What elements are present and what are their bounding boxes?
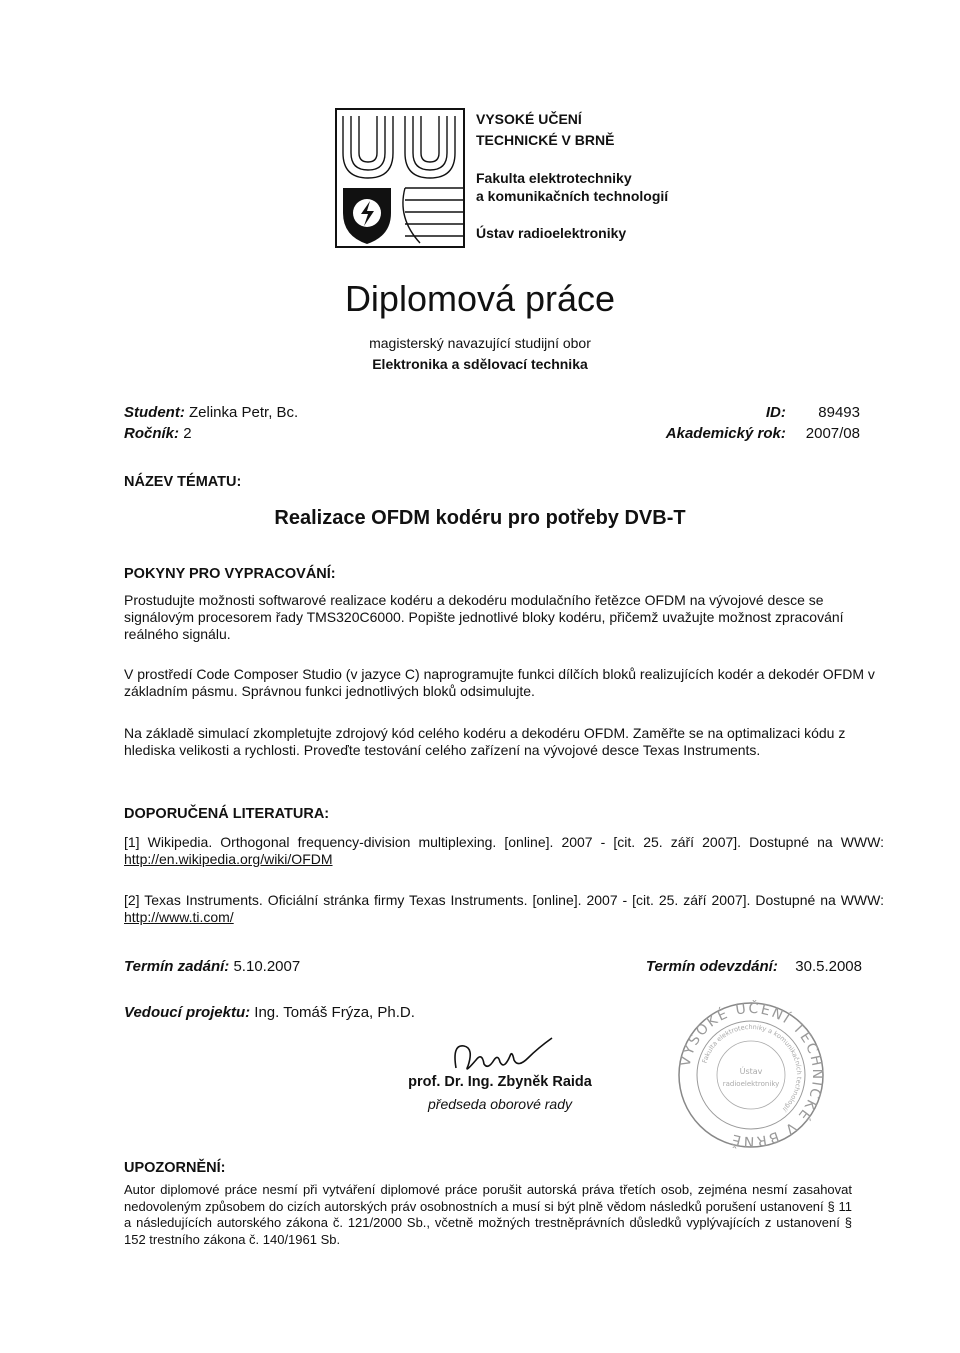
- document-title: Diplomová práce: [344, 278, 616, 319]
- instructions-label: POKYNY PRO VYPRACOVÁNÍ:: [124, 566, 336, 582]
- program-type: magisterský navazující studijní obor: [369, 335, 591, 351]
- stamp-center-line2: radioelektroniky: [722, 1080, 780, 1088]
- instructions-text-3: Na základě simulací zkompletujte zdrojový kód celého kodéru a dekodéru OFDM. Zaměřte se na optimalizaci kódu z hlediska velikosti a rychlosti. Proveďte testování celého zařízení na vývojové desce Texas Instruments.: [124, 725, 846, 758]
- literature-item-1: [124, 834, 884, 868]
- signatory-name: prof. Dr. Ing. Zbyněk Raida: [408, 1074, 592, 1090]
- official-stamp: [676, 1000, 826, 1150]
- study-field: Elektronika a sdělovací technika: [372, 356, 588, 372]
- instructions-paragraph-1: [124, 592, 884, 643]
- instructions-text-2: V prostředí Code Composer Studio (v jazyce C) naprogramujte funkci dílčích bloků realizujících kodér a dekodér OFDM v základním pásmu. Správnou funkci jednotlivých bloků odsimulujte.: [124, 666, 875, 699]
- handwritten-signature: [448, 1030, 558, 1078]
- instructions-paragraph-2: [124, 666, 884, 700]
- faculty-line2: a komunikačních technologií: [476, 188, 669, 204]
- submission-date-value: 30.5.2008: [795, 958, 862, 975]
- signature-block: [380, 1030, 620, 1130]
- topic-label: NÁZEV TÉMATU:: [124, 474, 242, 490]
- warning-label: UPOZORNĚNÍ:: [124, 1160, 226, 1176]
- topic-title: Realizace OFDM kodéru pro potřeby DVB-T: [274, 507, 686, 529]
- warning-text: Autor diplomové práce nesmí při vytváření diplomové práce porušit autorská práva třetích osob, zejména nesmí zasahovat nedovoleným způsobem do cizích autorských práv osobnostních a musí si být plně vědom následků porušení ustanovení § 11 a následujících autorského zákona č. 121/2000 Sb., včetně možných trestněprávních důsledků vyplývajících z ustanovení § 152 trestního zákona č. 140/1961 Sb.: [124, 1182, 852, 1247]
- submission-date-label: Termín odevzdání:: [645, 958, 778, 975]
- student-label: Student:: [124, 404, 185, 421]
- literature-text-2: [2] Texas Instruments. Oficiální stránka firmy Texas Instruments. [online]. 2007 - [cit. 25. září 2007]. Dostupné na WWW:: [124, 892, 884, 908]
- supervisor-row: [124, 1004, 415, 1021]
- stamp-inner-text: Fakulta elektrotechniky a komunikačních technologií: [700, 1022, 804, 1114]
- academic-year-value: 2007/08: [805, 425, 860, 442]
- literature-link-1[interactable]: http://en.wikipedia.org/wiki/OFDM: [124, 851, 333, 867]
- supervisor-label: Vedoucí projektu:: [124, 1004, 251, 1021]
- institute-name: Ústav radioelektroniky: [476, 225, 627, 241]
- assignment-date-label: Termín zadání:: [124, 958, 230, 975]
- supervisor-value: Ing. Tomáš Frýza, Ph.D.: [254, 1004, 415, 1021]
- submission-date-row: [560, 958, 862, 975]
- year-label: Ročník:: [124, 425, 180, 442]
- year-value: 2: [183, 425, 192, 442]
- id-value: 89493: [818, 404, 860, 421]
- literature-link-2[interactable]: http://www.ti.com/: [124, 909, 234, 925]
- university-name-line1: VYSOKÉ UČENÍ: [476, 111, 582, 127]
- assignment-date-row: [124, 958, 300, 975]
- literature-item-2: [124, 892, 884, 926]
- id-row: [600, 404, 860, 421]
- stamp-ring-text: VYSOKÉ UČENÍ TECHNICKÉ V BRNĚ: [677, 1000, 826, 1150]
- academic-year-label: Akademický rok:: [665, 425, 786, 442]
- literature-text-1: [1] Wikipedia. Orthogonal frequency-division multiplexing. [online]. 2007 - [cit. 25. září 2007]. Dostupné na WWW:: [124, 834, 884, 850]
- student-row: [124, 404, 298, 421]
- university-name-line2: TECHNICKÉ V BRNĚ: [476, 132, 615, 148]
- id-label: ID:: [765, 404, 786, 421]
- academic-year-row: [600, 425, 860, 442]
- warning-paragraph: [124, 1182, 852, 1248]
- university-logo: [335, 108, 465, 248]
- assignment-date-value: 5.10.2007: [233, 958, 301, 975]
- literature-label: DOPORUČENÁ LITERATURA:: [124, 806, 330, 822]
- instructions-paragraph-3: [124, 725, 884, 759]
- stamp-center-line1: Ústav: [739, 1067, 763, 1076]
- instructions-text-1: Prostudujte možnosti softwarové realizace kodéru a dekodéru modulačního řetězce OFDM na vývojové desce se signálovým procesorem řady TMS320C6000. Popište jednotlivé bloky kodéru, přičemž uvažujte možnost zpracování reálného signálu.: [124, 592, 844, 642]
- year-row: [124, 425, 192, 442]
- signatory-role: předseda oborové rady: [428, 1096, 572, 1112]
- student-value: Zelinka Petr, Bc.: [189, 404, 299, 421]
- faculty-line1: Fakulta elektrotechniky: [476, 170, 632, 186]
